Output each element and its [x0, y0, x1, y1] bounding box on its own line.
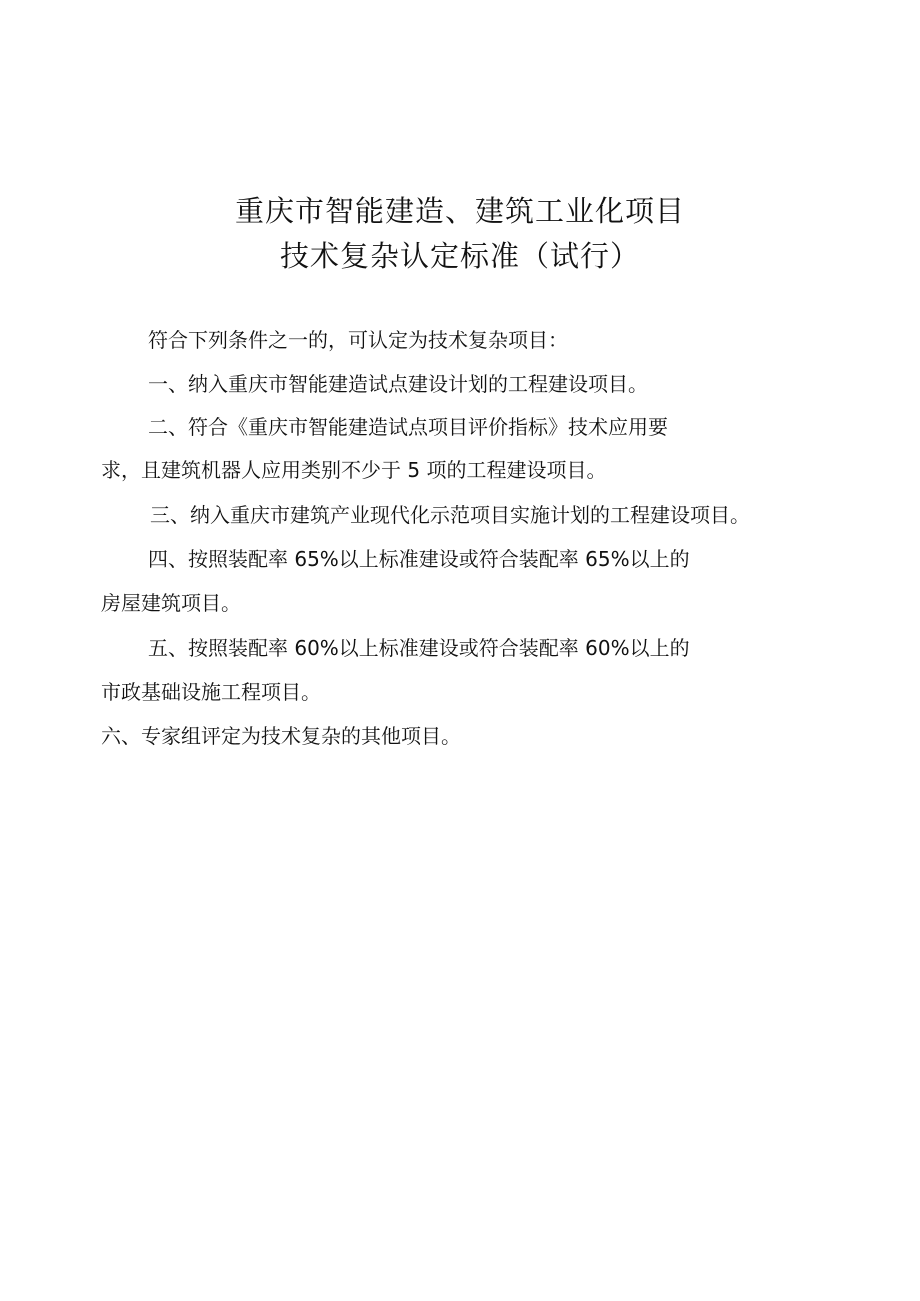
criterion-1: 一、纳入重庆市智能建造试点建设计划的工程建设项目。 [148, 372, 648, 396]
criterion-2-line-2: 求，且建筑机器人应用类别不少于 5 项的工程建设项目。 [101, 458, 607, 482]
criterion-4-line-2: 房屋建筑项目。 [101, 591, 241, 615]
document-title-line-2: 技术复杂认定标准（试行） [279, 239, 640, 273]
criterion-2-line-1: 二、符合《重庆市智能建造试点项目评价指标》技术应用要 [148, 415, 668, 439]
criterion-4-line-1: 四、按照装配率 65%以上标准建设或符合装配率 65%以上的 [148, 547, 690, 571]
criterion-5-line-2: 市政基础设施工程项目。 [101, 680, 321, 704]
document-title-line-1: 重庆市智能建造、建筑工业化项目 [234, 194, 685, 228]
criterion-5-line-1: 五、按照装配率 60%以上标准建设或符合装配率 60%以上的 [148, 636, 690, 660]
criterion-3: 三、纳入重庆市建筑产业现代化示范项目实施计划的工程建设项目。 [150, 503, 750, 527]
criterion-6: 六、专家组评定为技术复杂的其他项目。 [101, 724, 461, 748]
intro-paragraph: 符合下列条件之一的，可认定为技术复杂项目： [148, 328, 568, 352]
